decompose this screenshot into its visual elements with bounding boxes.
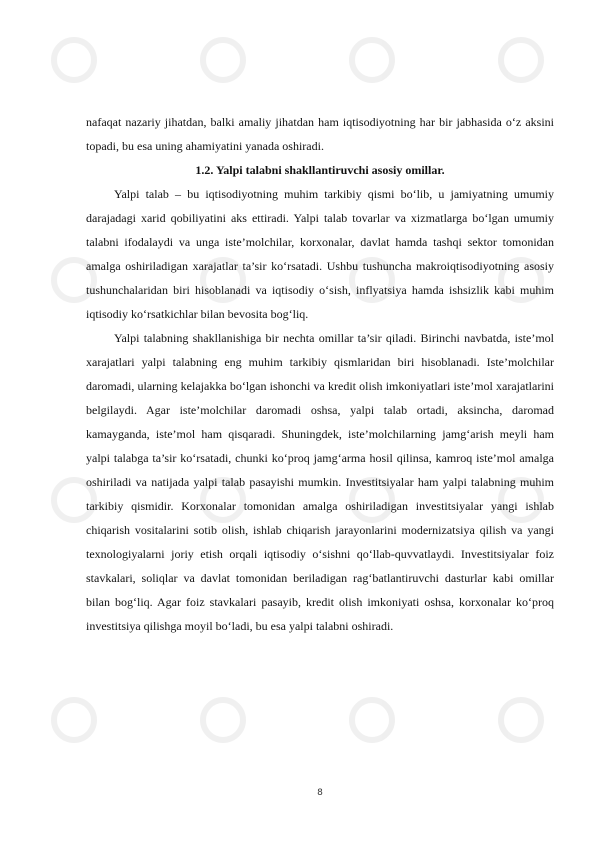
watermark-logo-icon [349,697,395,743]
paragraph-aggregate-demand-definition: Yalpi talab – bu iqtisodiyotning muhim tarkibiy qismi bo‘lib, u jamiyatning umumiy darajadagi xarid qobiliyatini aks ettiradi. Yalpi talab tovarlar va xizmatlarga bo‘lgan umumiy talabni ifodalaydi va unga iste’molchilar, korxonalar, davlat hamda tashqi sektor tomonidan amalga oshiriladigan xarajatlar ta’sir ko‘rsatadi. Ushbu tushuncha makroiqtisodiyotning asosiy tushunchalaridan biri hisoblanadi va iqtisodiy o‘sish, inflyatsiya hamda ishsizlik kabi muhim iqtisodiy ko‘rsatkichlar bilan bevosita bog‘liq. [86,187,554,321]
paragraph-continuation: nafaqat nazariy jihatdan, balki amaliy jihatdan ham iqtisodiyotning har bir jabhasida o‘z aksini topadi, bu esa uning ahamiyatini yanada oshiradi. [86,115,554,153]
watermark-logo-icon [498,37,544,83]
watermark-logo-icon [349,37,395,83]
paragraph-aggregate-demand-factors: Yalpi talabning shakllanishiga bir nechta omillar ta’sir qiladi. Birinchi navbatda, iste’mol xarajatlari yalpi talabning eng muhim tarkibiy qismlaridan biri hisoblanadi. Iste’molchilar daromadi, ularning kelajakka bo‘lgan ishonchi va kredit olish imkoniyatlari iste’mol xarajatlarini belgilaydi. Agar iste’molchilar daromadi oshsa, yalpi talab ortadi, aksincha, daromad kamayganda, iste’mol ham qisqaradi. Shuningdek, iste’molchilarning jamg‘arish meyli ham yalpi talabga ta’sir ko‘rsatadi, chunki ko‘proq jamg‘arma hosil qilinsa, kamroq iste’mol amalga oshiriladi va natijada yalpi talab pasayishi mumkin. Investitsiyalar ham yalpi talabning muhim tarkibiy qismidir. Korxonalar tomonidan amalga oshiriladigan investitsiyalar yangi ishlab chiqarish vositalarini sotib olish, ishlab chiqarish jarayonlarini modernizatsiya qilish va yangi texnologiyalarni joriy etish orqali iqtisodiy o‘sishni qo‘llab-quvvatlaydi. Investitsiyalar foiz stavkalari, soliqlar va davlat tomonidan beriladigan rag‘batlantiruvchi dasturlar kabi omillar bilan bog‘liq. Agar foiz stavkalari pasayib, kredit olish imkoniyati oshsa, korxonalar ko‘proq investitsiya qilishga moyil bo‘ladi, bu esa yalpi talabni oshiradi. [86,331,554,633]
watermark-logo-icon [498,697,544,743]
watermark-logo-icon [200,697,246,743]
watermark-logo-icon [51,697,97,743]
watermark-row [0,690,595,750]
watermark-logo-icon [200,37,246,83]
page-number: 8 [317,788,323,798]
watermark-logo-icon [51,37,97,83]
document-page [86,110,554,638]
section-heading: 1.2. Yalpi talabni shakllantiruvchi asosiy omillar. [195,163,445,177]
watermark-row [0,30,595,90]
